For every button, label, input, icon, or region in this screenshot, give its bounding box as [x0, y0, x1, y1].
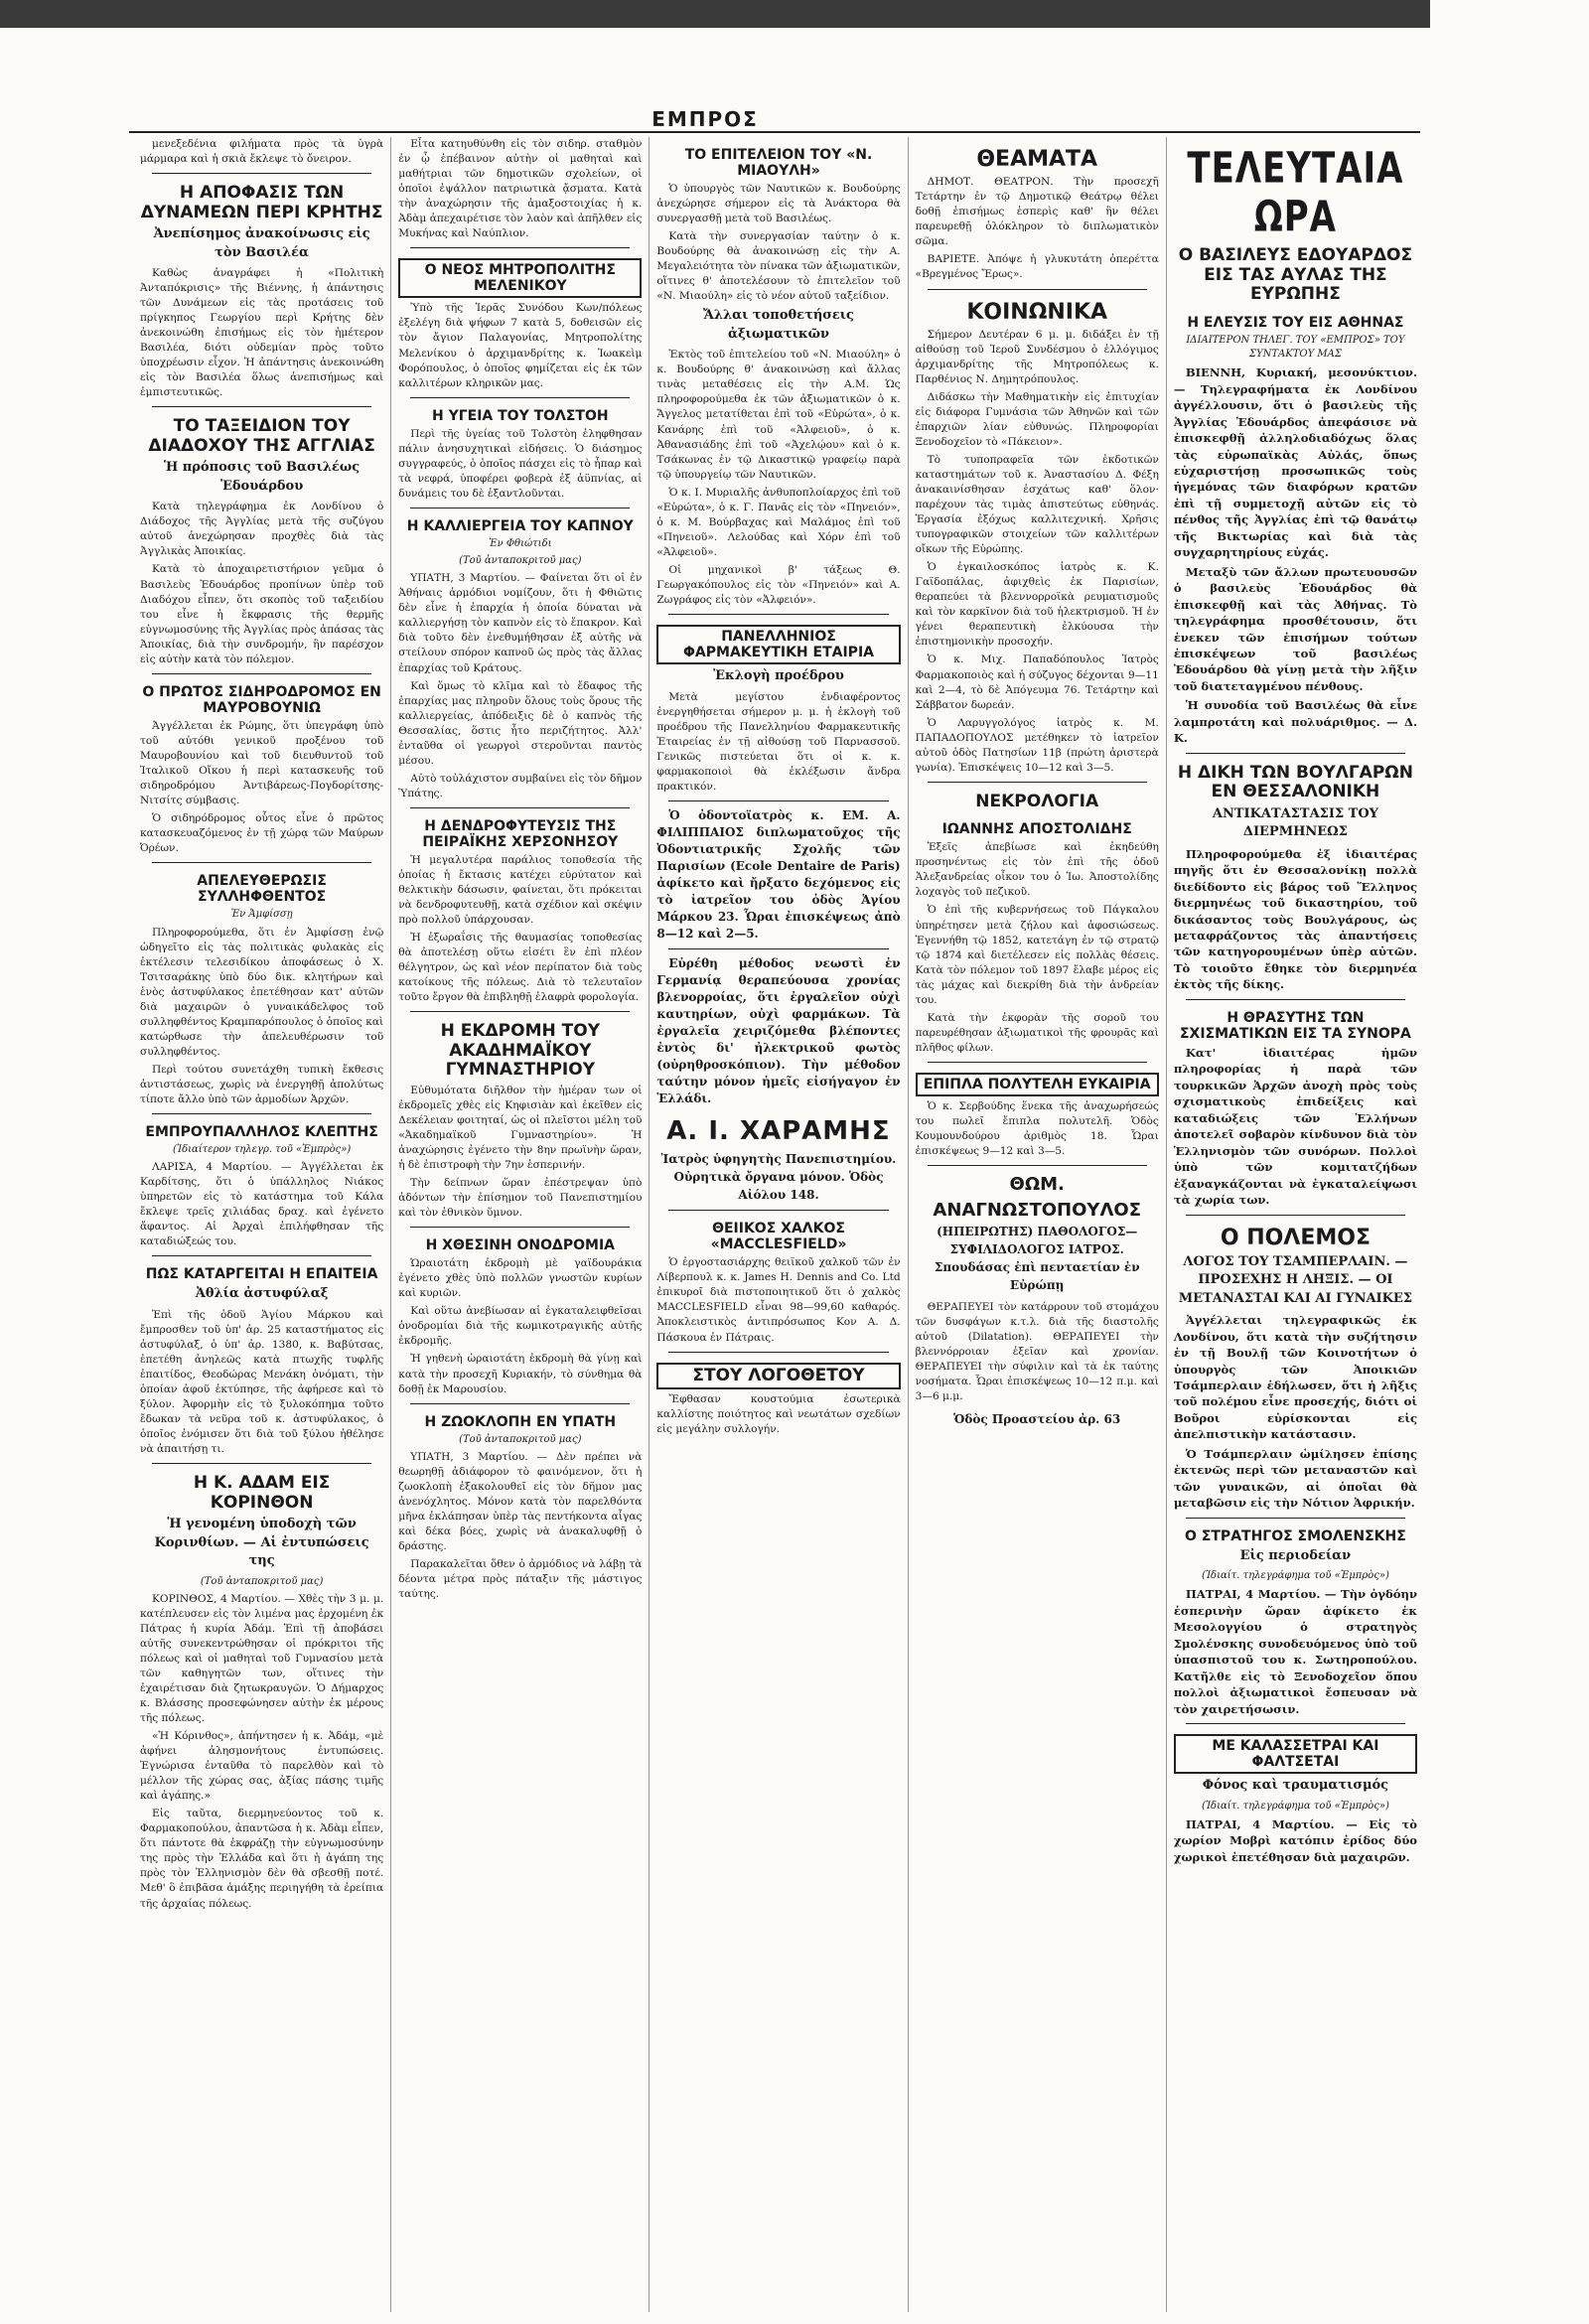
divider — [152, 1463, 371, 1464]
article-text: Καθὼς ἀναγράφει ἡ «Πολιτικὴ Ἀνταπόκρισις» τῆς Βιέννης, ἡ ἀπάντησις τῶν Δυνάμεων εἰς τὰς προτάσεις τοῦ πρίγκηπος Γεωργίου περὶ Κρήτης δὲν ἀνεκοινώθη ἐπισήμως εἰς τὸν ἡμέτερον Βασιλέα, διότι οὐδεμίαν πρὸς τοῦτο ὑποχρέωσιν εἶχον. Ἡ ἀπάντησις ἀνεκοινώθη εἰς τὸν Βασιλέα ὅλως ἀνεπισήμως καὶ ἐμπιστευτικῶς. — [140, 267, 384, 399]
divider — [1186, 753, 1405, 754]
dateline: (Τοῦ ἀνταποκριτοῦ μας) — [459, 1433, 582, 1445]
article-text: Σήμερον Δευτέραν 6 μ. μ. διδάξει ἐν τῇ αἰθούσῃ τοῦ Ἱεροῦ Συνδέσμου ὁ ἐλλόγιμος ἀρχιμανδρίτης τῆς Μητροπόλεως κ. Παρθένιος Ν. Δημητρόπουλος. — [915, 328, 1159, 385]
article-text: Εἰς ταῦτα, διερμηνεύοντος τοῦ κ. Φαρμακοπούλου, ἀπαντῶσα ἡ κ. Ἀδὰμ εἶπεν, ὅτι πάντοτε θὰ ἐκφράζῃ τὴν εὐγνωμοσύνην της πρὸς τὴν Ἑλλάδα καὶ ὅτι ἡ ἀγάπη της πρὸς τὸν Ἑλληνισμὸν δὲν θὰ σβεσθῇ ποτέ. Μεθ' ὃ ἐπιβᾶσα ἁμάξης περιηγήθη τὰ ἐρείπια τῆς ἀρχαίας πόλεως. — [140, 1808, 384, 1910]
article-text: «Ἡ Κόρινθος», ἀπήντησεν ἡ κ. Ἀδάμ, «μὲ ἀφήνει ἀλησμονήτους ἐντυπώσεις. Ἐγνώρισα ἐνταῦθα τὸ παρελθὸν καὶ τὸ μέλλον τῆς χώρας σας, ἀξίας πάσης τιμῆς καὶ ἀγάπης.» — [140, 1730, 384, 1803]
subheadline: Φόνος καὶ τραυματισμός — [1202, 1778, 1389, 1794]
dateline: (Τοῦ ἀνταποκριτοῦ μας) — [459, 555, 582, 567]
headline-smolenskis: Ο ΣΤΡΑΤΗΓΟΣ ΣΜΟΛΕΝΣΚΗΣ — [1185, 1527, 1406, 1544]
article-text: Ὁ ὑπουργὸς τῶν Ναυτικῶν κ. Βουδούρης ἀνεχώρησε σήμερον εἰς τὰ Ἀνάκτορα θὰ συνεργασθῇ μετὰ τοῦ Βασιλέως. — [656, 183, 901, 225]
dentist-ad: Ὁ ὀδοντοϊατρὸς κ. ΕΜ. Α. ΦΙΛΙΠΠΑΙΟΣ διπλωματοῦχος τῆς Ὀδοντιατρικῆς Σχολῆς τῶν Παρισίων (Ecole Dentaire de Paris) ἀφίκετο καὶ ἤρξατο δεχόμενος εἰς τὸ ἰατρεῖον του ὁδὸς Ἁγίου Μάρκου 23. Ὧραι ἐπισκέψεως ἀπὸ 8—12 καὶ 2—5. — [656, 807, 901, 941]
article-text: Εἶτα κατηυθύνθη εἰς τὸν σιδηρ. σταθμὸν ἐν ᾧ ἐπέβαινον αὐτὴν οἱ μαθηταὶ καὶ μαθήτριαι τῶν δημοτικῶν σχολείων, οἱ ὁποῖοι ἐψάλλον πατριωτικὰ ᾄσματα. Κατὰ τὴν ἀναχώρησιν τῆς ἀμαξοστοιχίας ἡ κ. Ἀδὰμ ἀπεχαιρέτισε τὸν λαὸν καὶ ἀπῆλθεν εἰς Μυκήνας καὶ Ναύπλιον. — [398, 138, 643, 240]
article-text: Πληροφορούμεθα, ὅτι ἐν Ἀμφίσσῃ ἐνῷ ὡδηγεῖτο εἰς τὰς πολιτικὰς φυλακὰς εἰς ἐκτέλεσιν τελεσιδίκου ἀποφάσεως ὁ Χ. Τσιτσαράκης ὑπὸ δύο δικ. κλητήρων καὶ ἑνὸς ἀστυφύλακος ἐπετέθησαν κατ' αὐτῶν διὰ μαχαιρῶν ὁ γυναικάδελφος τοῦ συλληφθέντος Κραμπαρόπουλος ὁ ὁποῖος καὶ κατώρθωσε τὴν ἀπελευθέρωσιν τοῦ συλληφθέντος. — [140, 926, 384, 1058]
article-text: Περὶ τούτου συνετάχθη τυπικὴ ἔκθεσις ἀντιστάσεως, χωρὶς νὰ ἐνεργηθῇ ἀπολύτως τίποτε ἄλλο ὑπὸ τῶν ἁρμοδίων Ἀρχῶν. — [140, 1063, 384, 1105]
headline-begging: ΠΩΣ ΚΑΤΑΡΓΕΙΤΑΙ Η ΕΠΑΙΤΕΙΑ — [145, 1266, 378, 1283]
article-text: Ἡ ἐξωραΐσις τῆς θαυμασίας τοποθεσίας θὰ ἀποτελέσῃ οὕτω εἰσέτι ἓν ἐπὶ πλέον θέλγητρον, ὡς καὶ νέον περίπατον διὰ τοὺς κατοίκους τῆς πόλεως. Διὰ τὸ τελευταῖον τοῦτο ἔργον θὰ ἐπιβληθῇ ἐλαφρὰ φορολογία. — [398, 932, 643, 1004]
headline-tree-planting: Η ΔΕΝΔΡΟΦΥΤΕΥΣΙΣ ΤΗΣ ΠΕΙΡΑΪΚΗΣ ΧΕΡΣΟΝΗΣΟΥ — [422, 817, 619, 850]
article-text: Κατὰ τὴν ἐκφορὰν τῆς σοροῦ του παρευρέθησαν ἀξιωματικοὶ τῆς φρουρᾶς καὶ πλῆθος φίλων. — [915, 1011, 1159, 1054]
article-text: ΔΗΜΟΤ. ΘΕΑΤΡΟΝ. Τὴν προσεχῆ Τετάρτην ἐν τῷ Δημοτικῷ Θεάτρῳ θέλει δοθῇ ἐπισήμως ἑσπερὶς καθ' ἣν θέλει παρευρεθῇ ὁλόκληρον τὸ διπλωματικὸν σῶμα. — [915, 176, 1159, 248]
doctor-name: ΘΩΜ. ΑΝΑΓΝΩΣΤΟΠΟΥΛΟΣ — [933, 1174, 1141, 1221]
headline-miaoulis: ΤΟ ΕΠΙΤΕΛΕΙΟΝ ΤΟΥ «Ν. ΜΙΑΟΥΛΗ» — [684, 147, 873, 180]
charamis-ad — [656, 1113, 900, 1204]
urology-ad: Εὑρέθη μέθοδος νεωστὶ ἐν Γερμανίᾳ θεραπεύουσα χρονίας βλενορροίας, ὅτι ἐργαλεῖον οὐχὶ καυτηρίων, οὐχὶ φαρμάκων. Τὰ ἐργαλεῖα χειριζόμεθα βλέποντες ἐντὸς δι' ἠλεκτρικοῦ φωτὸς (οὐρηθροσκόπιον). Τὴν μέθοδον ταύτην μόνον ἡμεῖς εἰσήγαγον ἐν Ἑλλάδι. — [656, 955, 901, 1106]
divider — [410, 807, 630, 808]
headline-tolstoy: Η ΥΓΕΙΑ ΤΟΥ ΤΟΛΣΤΟΗ — [431, 407, 609, 424]
article-text: Ὁ ἐγκαιλοσκόπος ἰατρὸς κ. Κ. Γαϊδοπάλας, ἀφιχθεὶς ἐκ Παρισίων, θεραπεύει τὰ βλεννορροϊκὰ ρευματισμοῦς καὶ τὸν καρκῖνον διὰ τοῦ ἡλεκτρισμοῦ. Ἡ ἐν γένει θεραπευτικὴ ἐλκύουσα τὴν ἐπιστημονικὴν προσοχήν. — [915, 561, 1159, 649]
headline-spectacles: ΘΕΑΜΑΤΑ — [976, 147, 1098, 172]
article-text: Ὁ κ. Σερβούδης ἕνεκα τῆς ἀναχωρήσεώς του πωλεῖ ἔπιπλα πολυτελῆ. Ὁδὸς Κουμουνδούρου ἀριθμὸς 18. Ὧραι ἐπισκέψεως 9—12 καὶ 3—5. — [915, 1099, 1159, 1157]
divider — [668, 614, 888, 615]
subheadline: Ἐκλογὴ προέδρου — [713, 668, 844, 684]
headline-pharmacy-society: ΠΑΝΕΛΛΗΝΙΟΣ ΦΑΡΜΑΚΕΥΤΙΚΗ ΕΤΑΙΡΙΑ — [656, 625, 900, 664]
article-text: Ὁ Τσάμπερλαιν ὡμίλησεν ἐπίσης ἐκτενῶς περὶ τῶν μεταναστῶν καὶ τῶν γυναικῶν, αἱ ὁποῖαι θὰ μεταβῶσιν εἰς τὴν Νότιον Ἀφρικήν. — [1173, 1446, 1418, 1511]
dateline: (Ἰδιαίτ. τηλεγράφημα τοῦ «Ἐμπρὸς») — [1201, 1570, 1389, 1582]
subheadline: ΑΝΤΙΚΑΤΑΣΤΑΣΙΣ ΤΟΥ ΔΙΕΡΜΗΝΕΩΣ — [1212, 805, 1378, 840]
article-text: ΛΑΡΙΣΑ, 4 Μαρτίου. — Ἀγγέλλεται ἐκ Καρδίτσης, ὅτι ὁ ὑπάλληλος Νιάκος ὑπηρετῶν εἰς τὸ κατάστημα τοῦ Κάλα ἔκλεψε τρεῖς χιλιάδας δραχ. καὶ ἐγένετο ἄφαντος. Αἱ Ἀρχαὶ ἐπιλήφθησαν τῆς καταδιώξεώς του. — [140, 1161, 384, 1248]
article-text: Ἡ μεγαλυτέρα παράλιος τοποθεσία τῆς ὁποίας ἡ ἔκτασις κατέχει εὐρύτατον καὶ θελκτικὴν δάσωσιν, φαίνεται, ὅτι πρόκειται νὰ δενδροφυτευθῇ, κατὰ σχέδιον καὶ σκέψιν πρὸ πολλοῦ ὑπάρχουσαν. — [398, 853, 643, 927]
dateline: (Ἰδιαίτερον τηλεγρ. τοῦ «Ἐμπρὸς») — [172, 1144, 352, 1155]
article-text: Ὁ ἐπὶ τῆς κυβερνήσεως τοῦ Πάγκαλου ὑπηρέτησεν μετὰ ζήλου καὶ ἀφοσιώσεως. Ἐγεννήθη τῷ 1852, κατετάγη ἐν τῷ στρατῷ τῷ 1874 καὶ διετέλεσεν εἰς πολλὰς θέσεις. Κατὰ τὸν πόλεμον τοῦ 1897 ἔλαβε μέρος εἰς τὰς μάχας καὶ διεκρίθη διὰ τὴν ἀνδρείαν του. — [915, 904, 1159, 1006]
divider — [928, 1062, 1147, 1063]
column-4 — [909, 137, 1167, 2312]
headline-tobacco: Η ΚΑΛΛΙΕΡΓΕΙΑ ΤΟΥ ΚΑΠΝΟΥ — [406, 517, 634, 534]
article-text: Καὶ οὕτω ἀνεβίωσαν αἱ ἐγκαταλειφθεῖσαι ὀνοδρομίαι διὰ τῆς κωμικοτραγικῆς αὐτῆς ἐκδρομῆς. — [398, 1305, 643, 1348]
divider — [1186, 1215, 1405, 1216]
article-text: Παρακαλεῖται ὅθεν ὁ ἀρμόδιος νὰ λάβῃ τὰ δέοντα μέτρα πρὸς πάταξιν τῆς μάστιγος ταύτης. — [398, 1558, 643, 1601]
article-text: Ὁ κ. Ι. Μυριαλῆς ἀνθυποπλοίαρχος ἐπὶ τοῦ «Εὐρώτα», ὁ κ. Γ. Πανᾶς εἰς τὸν «Πηνειόν», ὁ κ. Μ. Βούρβαχας καὶ Μαλάμος ἐπὶ τοῦ «Πηνειοῦ». Λελούδας καὶ Χόρν ἐπὶ τοῦ «Ἀλφειοῦ». — [656, 486, 901, 558]
divider — [668, 800, 888, 801]
divider — [1186, 1723, 1405, 1724]
article-text: Διδάσκω τὴν Μαθηματικὴν εἰς ἐπιτυχίαν εἰς διάφορα Γυμνάσια τῶν Ἀθηνῶν καὶ τῶν ἐπαρχιῶν λίαν εὐθυνώς. Πληροφορίαι Ξενοδοχεῖον τὸ «Πάκειον». — [915, 390, 1159, 449]
obituary-name: ΙΩΑΝΝΗΣ ΑΠΟΣΤΟΛΙΔΗΣ — [941, 821, 1132, 838]
article-text: ΠΑΤΡΑΙ, 4 Μαρτίου. — Εἰς τὸ χωρίον Μοβρὶ κατόπιν ἐρίδος δύο χωρικοὶ ἐπετέθησαν διὰ μαχαιρῶν. — [1173, 1816, 1418, 1864]
divider — [668, 1352, 888, 1353]
headline-last-hour: ΤΕΛΕΥΤΑΙΑ ΩΡΑ — [1187, 143, 1404, 242]
charamis-name: Α. Ι. ΧΑΡΑΜΗΣ — [666, 1116, 891, 1147]
article-text: Οἱ μηχανικοὶ β' τάξεως Θ. Γεωργακόπουλος εἰς τὸν «Πηνειόν» καὶ Α. Ζωγράφος εἰς τὸν «Ἀλφειόν». — [656, 563, 901, 606]
masthead: ΕΜΠΡΟΣ — [651, 107, 759, 131]
headline-schismatics: Η ΘΡΑΣΥΤΗΣ ΤΩΝ ΣΧΙΣΜΑΤΙΚΩΝ ΕΙΣ ΤΑ ΣΥΝΟΡΑ — [1179, 1009, 1411, 1042]
lead-text: μενεξεδένια φιλήματα πρὸς τὰ ὑγρὰ μάρμαρα καὶ ἡ σκιὰ ἔκλεψε τὸ ὄνειρον. — [140, 138, 384, 166]
dateline: Ἐν Φθιώτιδι — [489, 537, 552, 549]
divider — [152, 673, 371, 674]
article-text: Ἀγγέλλεται τηλεγραφικῶς ἐκ Λονδίνου, ὅτι κατὰ τὴν συζήτησιν ἐν τῇ Βουλῇ τῶν Κοινοτήτων ὁ ὑπουργὸς τῶν Ἀποικιῶν Τσάμπερλαιν ἐδήλωσεν, ὅτι ἡ λῆξις τοῦ πολέμου εἶνε προσεχής, διότι οἱ Βοῦροι εὑρίσκονται εἰς ἀπελπιστικὴν κατάστασιν. — [1173, 1313, 1418, 1442]
headline-obituaries: ΝΕΚΡΟΛΟΓΙΑ — [975, 791, 1099, 811]
columns — [133, 137, 1424, 2312]
article-text: Ἐκτὸς τοῦ ἐπιτελείου τοῦ «Ν. Μιαούλη» ὁ κ. Βουδούρης θ' ἀνακοινώσῃ καὶ ἄλλας τινὰς μεταθέσεις εἰς τὴν Α.Μ. Ὡς πληροφορούμεθα ἐκ τῶν ἀξιωματικῶν ὁ κ. Ἄγγελος μετατίθεται ἐπὶ τοῦ «Εὐρώτα», ὁ κ. Κανάρης ἐπὶ τοῦ «Ἀλφειοῦ», ὁ κ. Ἀθανασιάδης ἐπὶ τοῦ «Ἀχελῴου» καὶ ὁ κ. Τσάκωνας ἐν τῷ Δικαστικῷ γραφείῳ παρὰ τῷ ὑπουργείῳ τῶν Ναυτικῶν. — [656, 349, 901, 481]
article-text: Αὐτὸ τοὐλάχιστον συμβαίνει εἰς τὸν δῆμον Ὑπάτης. — [398, 772, 643, 799]
doctor-ad — [916, 1172, 1159, 1294]
article-text: Ἐξεῖς ἀπεβίωσε καὶ ἐκηδεύθη προσηνέντως εἰς τὸν ἐπὶ τῆς ὁδοῦ Ἀλεξανδρείας οἶκον του ὁ Ἰω. Ἀποστολίδης λοχαγὸς τοῦ πεζικοῦ. — [915, 841, 1159, 899]
article-text: Ὁ κ. Μιχ. Παπαδόπουλος Ἰατρὸς Φαρμακοποιὸς καὶ ἡ σύζυγος δέχονται 9—11 καὶ 2—4, τὸ δὲ Ἀπόγευμα 76. Τετάρτην καὶ Σάββατον δωρεάν. — [915, 654, 1159, 711]
article-text: Κατὰ τηλεγράφημα ἐκ Λονδίνου ὁ Διάδοχος τῆς Ἀγγλίας μετὰ τῆς συζύγου αὐτοῦ ἀνεχώρησαν προχθὲς διὰ τὰς Ἀγγλικὰς Ἀποικίας. — [140, 501, 384, 558]
divider — [410, 1011, 630, 1012]
divider — [928, 1165, 1147, 1166]
headline-bulgarian-trial: Η ΔΙΚΗ ΤΩΝ ΒΟΥΛΓΑΡΩΝ ΕΝ ΘΕΣΣΑΛΟΝΙΚΗ — [1177, 762, 1413, 802]
article-text: Περὶ τῆς ὑγείας τοῦ Τολστὸη ἐληφθησαν πάλιν ἀνησυχητικαὶ εἰδήσεις. Ὁ διάσημος συγγραφεύς, ὁ ὁποῖος πάσχει εἰς τὸ ἧπαρ καὶ τὰ νεφρά, ὑποφέρει φοβερὰ ἐξ ἀϋπνίας, αἱ δυνάμεις του δὲ ἐξαντλοῦνται. — [398, 427, 643, 500]
subheadline: ΛΟΓΟΣ ΤΟΥ ΤΣΑΜΠΕΡΛΑΙΝ. — ΠΡΟΣΕΧΗΣ Η ΛΗΞΙΣ. — ΟΙ ΜΕΤΑΝΑΣΤΑΙ ΚΑΙ ΑΙ ΓΥΝΑΙΚΕΣ — [1178, 1253, 1413, 1306]
article-text: Ὑπὸ τῆς Ἱερᾶς Συνόδου Κων/πόλεως ἐξελέγη διὰ ψήφων 7 κατὰ 5, δοθεισῶν εἰς τὸν ἄγιον Παλαγονίας, Μητροπολίτης Μελενίκου ὁ ἀρχιμανδρίτης κ. Ἰωακεὶμ Φορόπουλος, ὁ ὁποῖος φημίζεται εἰς ἐκ τῶν καλλιτέρων κληρικῶν μας. — [398, 302, 643, 389]
headline-social: ΚΟΙΝΩΝΙΚΑ — [966, 299, 1108, 325]
divider — [410, 397, 630, 398]
article-text: Ὁ Λαρυγγολόγος ἰατρὸς κ. Μ. ΠΑΠΑΔΟΠΟΥΛΟΣ μετέθηκεν τὸ ἰατρεῖον αὐτοῦ ὁδὸς Πατησίων 11β (πρώτη ἀριστερὰ γωνία). Ἐπισκέψεις 10—12 καὶ 3—5. — [915, 716, 1159, 774]
headline-excursion: Η ΕΚΔΡΟΜΗ ΤΟΥ ΑΚΑΔΗΜΑΪΚΟΥ ΓΥΜΝΑΣΤΗΡΙΟΥ — [440, 1021, 601, 1081]
article-text: Πληροφορούμεθα ἐξ ἰδιαιτέρας πηγῆς ὅτι ἐν Θεσσαλονίκῃ πολλὰ διεδίδοντο εἰς βάρος τοῦ Ἕλληνος διερμηνέως τοῦ δικαστηρίου, τοῦ δικάσαντος τοὺς Βουλγάρους, ὡς μεταφράζοντος τὰς ἀπαντήσεις τῶν κατηγορουμένων ὑπὲρ αὐτῶν. Τὸ τοιοῦτο ἔθηκε τὸν διερμηνέα ἐκτὸς τῆς δίκης. — [1173, 846, 1418, 992]
divider — [152, 173, 371, 174]
dateline: ΙΔΙΑΙΤΕΡΟΝ ΤΗΛΕΓ. ΤΟΥ «ΕΜΠΡΟΣ» ΤΟΥ ΣΥΝΤΑΚΤΟΥ ΜΑΣ — [1186, 334, 1405, 361]
divider — [668, 1210, 888, 1211]
article-text: Ἡ συνοδία τοῦ Βασιλέως θὰ εἶνε λαμπροτάτη καὶ πολυάριθμος. — Δ. Κ. — [1173, 698, 1418, 746]
article-text: Κατ' ἰδιαιτέρας ἡμῶν πληροφορίας ἡ παρὰ τῶν τουρκικῶν Ἀρχῶν ἀνοχὴ πρὸς τοὺς σχισματικοὺς ἐπιδείξεις καὶ καταδιώξεις τῶν Ἑλλήνων ἀποτελεῖ σοβαρὸν κίνδυνον διὰ τὸν Ἑλληνισμὸν τῶν συνόρων. Πολλοὶ ὑπὸ τῶν κομιτατζήδων ἐξαναγκάζονται νὰ ἐγκαταλείψωσι τὰ χωρία των. — [1173, 1045, 1418, 1208]
divider — [152, 406, 371, 407]
doctor-ad-text: ΘΕΡΑΠΕΥΕΙ τὸν κατάρρουν τοῦ στομάχου τῶν δυσφάγων κ.τ.λ. διὰ τῆς διαστολῆς αὐτοῦ (Dilatation). ΘΕΡΑΠΕΥΕΙ τὴν βλεννόρροιαν ἐξεῖαν καὶ χρονίαν. ΘΕΡΑΠΕΥΕΙ τὴν σύφιλιν καὶ τὰ ἐκ ταύτης νοσήματα. Ὧραι ἐπισκέψεως 10—12 π.μ. καὶ 3—6 μ.μ. — [915, 1301, 1159, 1403]
divider — [668, 948, 888, 949]
masthead-rule — [129, 131, 1420, 133]
headline-copper-sulfate: ΘΕΙΙΚΟΣ ΧΑΛΚΟΣ «MACCLESFIELD» — [710, 1221, 847, 1253]
divider — [928, 782, 1147, 783]
divider — [152, 862, 371, 863]
headline-crete: Η ΑΠΟΦΑΣΙΣ ΤΩΝ ΔΥΝΑΜΕΩΝ ΠΕΡΙ ΚΡΗΤΗΣ — [140, 183, 383, 222]
divider — [928, 289, 1147, 290]
subheadline: Ἄλλαι τοποθετήσεις ἀξιωματικῶν — [703, 308, 854, 342]
headline-heir-trip: ΤΟ ΤΑΞΕΙΔΙΟΝ ΤΟΥ ΔΙΑΔΟΧΟΥ ΤΗΣ ΑΓΓΛΙΑΣ — [148, 416, 375, 456]
headline-war: Ο ΠΟΛΕΜΟΣ — [1220, 1225, 1371, 1250]
top-scan-strip — [0, 0, 1430, 28]
article-text: ΒΙΕΝΝΗ, Κυριακή, μεσονύκτιον. — Τηλεγραφήματα ἐκ Λονδίνου ἀγγέλλουσιν, ὅτι ὁ βασιλεὺς τῆς Ἀγγλίας Ἐδουάρδος ἀπεφάσισε νὰ ἐπισκεφθῇ ἀλληλοδιαδόχως ὅλας τὰς εὐρωπαϊκὰς Αὐλάς, ὅπως εὐχαριστήσῃ προσωπικῶς τοὺς ἡγεμόνας τῶν διαφόρων κρατῶν ἐπὶ τῇ συμμετοχῇ αὐτῶν εἰς τὸ πένθος τῆς Ἀγγλίας ἐπὶ τῷ θανάτῳ τῆς Βικτωρίας καὶ διὰ τὰς συγχαρητηρίους εὐχάς. — [1173, 365, 1418, 560]
article-text: ΚΟΡΙΝΘΟΣ, 4 Μαρτίου. — Χθὲς τὴν 3 μ. μ. κατέπλευσεν εἰς τὸν λιμένα μας ἐρχομένη ἐκ Πάτρας ἡ κυρία Ἀδάμ. Ἐπὶ τῇ ἀποβάσει αὐτῆς συνεκεντρώθησαν οἱ πρόκριτοι τῆς πόλεως καὶ οἱ μαθηταὶ τοῦ Γυμνασίου μετὰ τῶν καθηγητῶν των, οἵτινες τὴν ἐχαιρέτισαν διὰ ζητωκραυγῶν. Ὁ Δήμαρχος κ. Βλάσσης προσεφώνησεν αὐτὴν ἐκ μέρους τῆς πόλεως. — [140, 1592, 384, 1725]
column-1 — [133, 137, 391, 2312]
article-text: Τὴν δείπνων ὥραν ἐπέστρεψαν ὑπὸ ἀδόντων τὴν ἐπίσημον τοῦ Πανεπιστημίου καὶ τὸν ἐθνικὸν ὕμνον. — [398, 1177, 643, 1220]
subheadline: Ἡ γενομένη ὑποδοχὴ τῶν Κορινθίων. — Αἱ ἐντυπώσεις της — [154, 1517, 369, 1569]
article-text: Ἡ γηθενὴ ὡραιοτάτη ἐκδρομὴ θὰ γίνῃ καὶ κατὰ τὴν προσεχῆ Κυριακήν, τὸ σύνθημα θὰ δοθῇ ἐκ Μαρουσίου. — [398, 1353, 643, 1395]
article-text: Ἀγγέλλεται ἐκ Ρώμης, ὅτι ὑπεγράφη ὑπὸ τοῦ αὐτόθι γενικοῦ προξένου τοῦ Μαυροβουνίου καὶ τοῦ διευθυντοῦ τοῦ Ἰταλικοῦ Οἴκου ἡ περὶ κατασκευῆς τοῦ σιδηροδρόμου Ἀντιβάρεως-Πογδορίτσης-Νιτσίτς σύμβασις. — [140, 719, 384, 807]
headline-railway: Ο ΠΡΩΤΟΣ ΣΙΔΗΡΟΔΡΟΜΟΣ ΕΝ ΜΑΥΡΟΒΟΥΝΙΩ — [142, 683, 381, 716]
article-text: Ὡραιοτάτη ἐκδρομὴ μὲ γαϊδουράκια ἐγένετο χθὲς ὑπὸ πολλῶν γνωστῶν κυρίων καὶ κυριῶν. — [398, 1257, 643, 1300]
article-text: ΥΠΑΤΗ, 3 Μαρτίου. — Φαίνεται ὅτι οἱ ἐν Ἀθήναις ἁρμόδιοι νομίζουν, ὅτι ἡ Φθιῶτις δὲν εἶνε ἡ ἐπαρχία ἡ ὁποία δύναται νὰ καλλιεργήσῃ τὸν καπνὸν εἰς τὸ ἔπακρον. Καὶ διὰ τοῦτο δὲν ἐνεθυμήθησαν ἐξ αὐτῆς νὰ στείλουν σπόρον καπνοῦ ὡς πρὸς τὰς ἄλλας ἐπαρχίας τοῦ Κράτους. — [398, 572, 643, 674]
headline-release: ΑΠΕΛΕΥΘΕΡΩΣΙΣ ΣΥΛΛΗΦΘΕΝΤΟΣ — [197, 873, 327, 906]
dateline: Ἐν Ἀμφίσσῃ — [230, 909, 293, 921]
column-2 — [391, 137, 650, 2312]
headline-logothetis: ΣΤΟΥ ΛΟΓΟΘΕΤΟΥ — [656, 1363, 900, 1390]
divider — [410, 1227, 630, 1228]
headline-adam-corinth: Η Κ. ΑΔΑΜ ΕΙΣ ΚΟΡΙΝΘΟΝ — [193, 1473, 331, 1513]
article-text: Καὶ ὅμως τὸ κλῖμα καὶ τὸ ἔδαφος τῆς ἐπαρχίας μας πληροῦν ὅλους τοὺς ὅρους τῆς καλλιεργείας, ἀπόδειξις δὲ ὁ καπνὸς τῆς Θεσσαλίας, ὅστις ἦτο περιζήτητος. Ἀλλ' ἐνταῦθα οἱ γεωργοὶ στεροῦνται παντὸς μέσου. — [398, 679, 643, 767]
divider — [1186, 1518, 1405, 1519]
article-text: ΒΑΡΙΕΤΕ. Ἀπόψε ἡ γλυκυτάτη ὀπερέττα «Βρεγμένος Ἔρως». — [915, 253, 1159, 281]
subheadline: Ἀνεπίσημος ἀνακοίνωσις εἰς τὸν Βασιλέα — [153, 226, 370, 260]
divider — [152, 1113, 371, 1114]
divider — [152, 1255, 371, 1256]
article-text: Ἐπὶ τῆς ὁδοῦ Ἁγίου Μάρκου καὶ ἔμπροσθεν τοῦ ὑπ' ἀρ. 25 καταστήματος εἰς ἀστυφύλαξ, ὁ ὑπ' ἀρ. 1380, κ. Βαβύτσας, ἐπετέθη ἀνηλεῶς κατὰ πτωχῆς τυφλῆς ἐπαιτίδος, Θεοδώρας Μενάκη ὀνόματι, τὴν ὁποίαν ἀφοῦ ἐκτύπησε, τῆς ἀφήρεσε καὶ τὸ ξύλον. Ἀφορμὴν εἰς τὸ ξυλοκόπημα τοῦτο ἔδωκαν τὰ νεῦρα τοῦ κ. ἀστυφύλακος, ὁ ὁποῖος ἐνόμισεν ὅτι διὰ τοῦ ξύλου ἠθέλησε νὰ ἀπαιτήσῃ τι. — [140, 1308, 384, 1456]
subheadline: Εἰς περιοδείαν — [1239, 1547, 1352, 1563]
copper-ad-text: Ὁ ἐργοστασιάρχης θειϊκοῦ χαλκοῦ τῶν ἐν Λίβερπουλ κ. κ. James H. Dennis and Co. Ltd ἐπικυροῖ διὰ πιστοποιητικοῦ ὅτι ὁ χαλκὸς MACCLESFIELD εἶναι 98—99,60 καθαρός. Ἀποκλειστικὸς ἀντιπρόσωπος Κον Α. Δ. Πάσκουα ἐν Πάτραις. — [656, 1256, 901, 1344]
article-text: Τὸ τυποπραφεῖα τῶν ἐκδοτικῶν καταστημάτων τοῦ κ. Ἀναστασίου Δ. Φέξη ἀνακαινίσθησαν ἐσχάτως καθ' ὅλον· παρέχουν τὰς τιμὰς ἀπιστεύτως εὐθηνάς. Ἐργασία ἐξόχως καλλιτεχνική. Χρῆσις τυπογραφικῶν στοιχείων τῶν καλλιτέρων οἴκων τῆς Εὐρώπης. — [915, 454, 1159, 556]
subheadline: Ἀθλία ἀστυφύλαξ — [195, 1286, 329, 1302]
article-text: Μεταξὺ τῶν ἄλλων πρωτευουσῶν ὁ βασιλεὺς Ἐδουάρδος θὰ ἐπισκεφθῇ καὶ τὰς Ἀθήνας. Τὸ τηλεγράφημα προσθέτουσιν, ὅτι ἐνεκεν τῶν ἐπισήμων τούτων ἐπισκέψεων τοῦ βασιλέως Ἐδουάρδου θὰ γίνῃ μετὰ τὴν λῆξιν τοῦ διατεταγμένου πένθους. — [1173, 564, 1418, 693]
headline-metropolitan: Ο ΝΕΟΣ ΜΗΤΡΟΠΟΛΙΤΗΣ ΜΕΛΕΝΙΚΟΥ — [398, 258, 642, 298]
dateline: (Τοῦ ἀνταποκριτοῦ μας) — [200, 1575, 324, 1587]
subheadline: Ἡ πρόποσις τοῦ Βασιλέως Ἐδουάρδου — [163, 460, 361, 494]
charamis-details: Ἰατρὸς ὑφηγητὴς Πανεπιστημίου. Οὐρητικὰ ὄργανα μόνον. Ὁδὸς Αἰόλου 148. — [660, 1152, 897, 1203]
article-text: Ὁ σιδηρόδρομος οὗτος εἶνε ὁ πρῶτος κατασκευαζόμενος ἐν τῇ χώρᾳ τῶν Μαύρων Ὀρέων. — [140, 812, 384, 855]
headline-athens-visit: Η ΕΛΕΥΣΙΣ ΤΟΥ ΕΙΣ ΑΘΗΝΑΣ — [1187, 314, 1404, 331]
doctor-specialty: (ΗΠΕΙΡΩΤΗΣ) ΠΑΘΟΛΟΓΟΣ—ΣΥΦΙΛΙΔΟΛΟΓΟΣ ΙΑΤΡΟΣ. Σπουδάσας ἐπὶ πενταετίαν ἐν Εὐρώπῃ — [934, 1225, 1140, 1293]
article-text: Ἔφθασαν κουστούμια ἐσωτερικὰ καλλίστης ποιότητος καὶ νεωτάτων σχεδίων εἰς μεγάλην συλλογήν. — [656, 1393, 901, 1436]
column-3 — [650, 137, 908, 2312]
headline-knives: ΜΕ ΚΑΛΑΣΣΕΤΡΑΙ ΚΑΙ ΦΑΛΤΣΕΤΑΙ — [1174, 1734, 1417, 1774]
headline-clerk-thief: ΕΜΠΡΟΥΠΑΛΛΗΛΟΣ ΚΛΕΠΤΗΣ — [145, 1123, 378, 1140]
article-text: ΠΑΤΡΑΙ, 4 Μαρτίου. — Τὴν ὀγδόην ἑσπερινὴν ὥραν ἀφίκετο ἐκ Μεσολογγίου ὁ στρατηγὸς Σμολένσκης συνοδευόμενος ὑπὸ τοῦ ὑπασπιστοῦ του κ. Σωτηροπούλου. Κατῆλθε εἰς τὸ Ξενοδοχεῖον ὅπου πολλοὶ ἀξιωματικοὶ ἔσπευσαν νὰ τὸν χαιρετήσωσιν. — [1173, 1587, 1418, 1716]
article-text: ΥΠΑΤΗ, 3 Μαρτίου. — Δὲν πρέπει νὰ θεωρηθῇ ἀδιάφορον τὸ φαινόμενον, ὅτι ἡ ζωοκλοπὴ ἐξακολουθεῖ εἰς τὸν δῆμον μας ἀνενόχλητος. Μόνον κατὰ τὸν παρελθόντα μῆνα ἐκλάπησαν ὑπὲρ τὰς πεντήκοντα αἶγας καὶ δέκα βόες, χωρὶς νὰ ἀνακαλυφθῇ ὁ δράστης. — [398, 1450, 643, 1553]
headline-livestock-theft: Η ΖΩΟΚΛΟΠΗ ΕΝ ΥΠΑΤΗ — [424, 1413, 617, 1430]
divider — [410, 247, 630, 248]
article-text: Κατὰ τὸ ἀποχαιρετιστήριον γεῦμα ὁ Βασιλεὺς Ἐδουάρδος προπίνων ὑπὲρ τοῦ Διαδόχου εἶπεν, ὅτι σκοπὸς τοῦ ταξειδίου του εἶνε ἡ ἔκφρασις τῆς θερμῆς εὐγνωμοσύνης τῆς Ἀγγλίας πρὸς ἁπάσας τὰς Ἀποικίας, διὰ τὴν συνδρομήν, ἣν παρέσχον εἰς αὐτὴν κατὰ τὸν πόλεμον. — [140, 563, 384, 665]
article-text: Εὐθυμότατα διῆλθον τὴν ἡμέραν των οἱ ἐκδρομεῖς χθὲς εἰς Κηφισιὰν καὶ ἐκεῖθεν εἰς Δεκέλειαν φοιτηταί, ὡς οἱ πλεῖστοι μέλη τοῦ «Ἀκαδημαϊκοῦ Γυμναστηρίου». Ἡ ἀναχώρησις ἐγένετο τὴν 8ην πρωϊνὴν ὥραν, ἡ δὲ ἐπιστροφὴ τὴν 7ην ἑσπερινήν. — [398, 1084, 643, 1172]
divider — [410, 1403, 630, 1404]
column-5 — [1167, 137, 1424, 2312]
divider — [1186, 999, 1405, 1000]
headline-donkey-ride: Η ΧΘΕΣΙΝΗ ΟΝΟΔΡΟΜΙΑ — [425, 1237, 616, 1254]
doctor-address: Ὁδὸς Προαστείου ἀρ. 63 — [953, 1412, 1121, 1427]
headline-furniture: ΕΠΙΠΛΑ ΠΟΛΥΤΕΛΗ ΕΥΚΑΙΡΙΑ — [916, 1073, 1159, 1096]
article-text: Κατὰ τὴν συνεργασίαν ταύτην ὁ κ. Βουδούρης θὰ ἀνακοινώσῃ εἰς τὴν Α. Μεγαλειότητα τὸν πίνακα τῶν ἀξιωματικῶν, οἵτινες θ' ἀποτελέσουν τὸ ἐπιτελεῖον τοῦ «Ν. Μιαούλη» εἰς τὸ νέον αὐτοῦ ταξείδιον. — [656, 230, 901, 303]
headline-king-edward: Ο ΒΑΣΙΛΕΥΣ ΕΔΟΥΑΡΔΟΣ ΕΙΣ ΤΑΣ ΑΥΛΑΣ ΤΗΣ ΕΥΡΩΠΗΣ — [1178, 245, 1413, 305]
article-text: Μετὰ μεγίστου ἐνδιαφέροντος ἐνεργηθήσεται σήμερον μ. μ. ἡ ἐκλογὴ τοῦ προέδρου τῆς Πανελληνίου Φαρμακευτικῆς Ἑταιρείας ἐν τῇ αἰθούσῃ τοῦ Παρνασσοῦ. Γενικῶς πιστεύεται ὅτι οἱ κ. κ. φαρμακοποιοὶ θὰ ἐκλέξωσιν ἄνδρα πρακτικόν. — [656, 690, 901, 793]
dateline: (Ἰδιαίτ. τηλεγράφημα τοῦ «Ἐμπρὸς») — [1201, 1800, 1389, 1812]
